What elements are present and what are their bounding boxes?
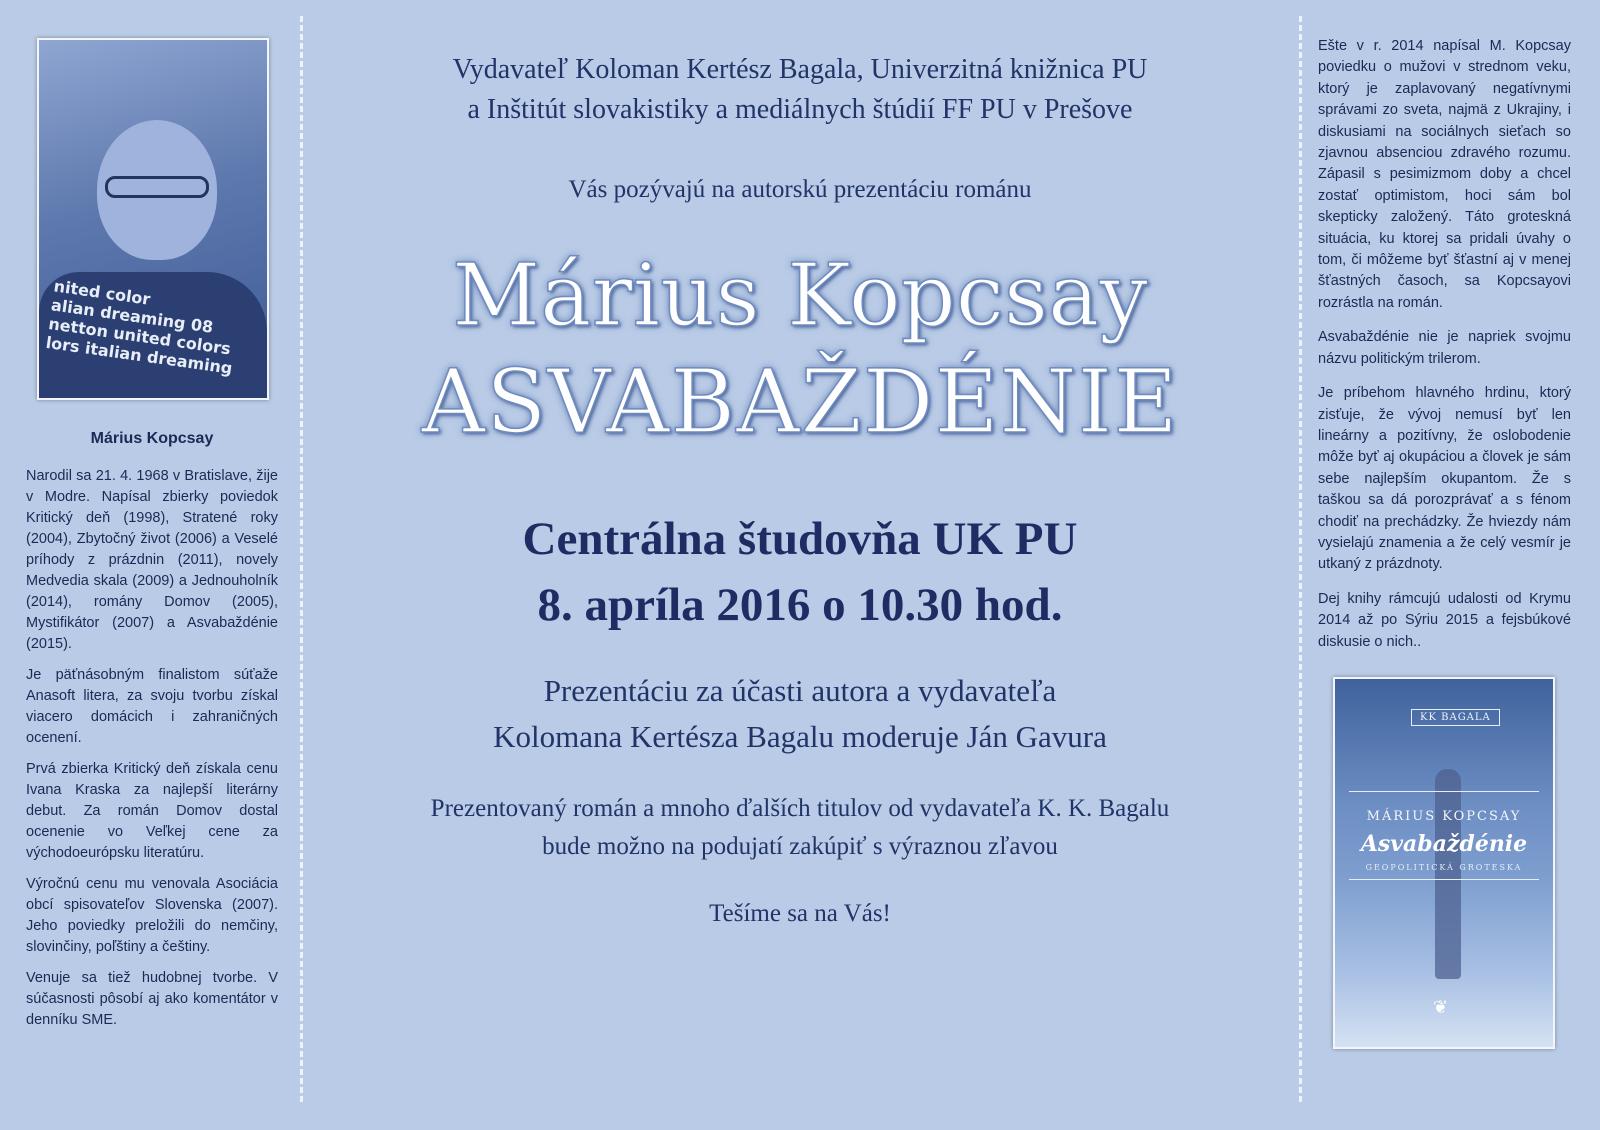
- book-description-paragraph: Je príbehom hlavného hrdinu, ktorý zisťuje, že vývoj nemusí byť len lineárny a pozitívny, že oslobodenie môže byť aj okupáciou a človek je sám sebe najlepším okupantom. Že s taškou sa dá porozprávať a s fénom chodiť na prechádzky. Že hviezdy nám vysielajú znamenia a že celý vesmír je utkaný z prázdnoty.: [1318, 385, 1571, 573]
- book-description-paragraph: Dej knihy rámcujú udalosti od Krymu 2014 až po Sýriu 2015 a fejsbúkové diskusie o nich..: [1318, 590, 1571, 650]
- center-column: [315, 50, 1285, 928]
- author-headline: Márius Kopcsay: [452, 246, 1148, 346]
- cover-rule: [1349, 879, 1539, 880]
- moderator-line: Kolomana Kertésza Bagalu moderuje Ján Gavura: [493, 719, 1107, 754]
- bio-paragraph: Narodil sa 21. 4. 1968 v Bratislave, žije v Modre. Napísal zbierky poviedok Kritický deň (1998), Stratené roky (2004), Zbytočný život (2006) a Veselé príhody z prázdnin (2011), novely Medvedia skala (2009) a Jednouholník (2014), romány Domov (2005), Mystifikátor (2007) a Asvabaždénie (2015).: [26, 468, 278, 652]
- event-venue: Centrálna študovňa UK PU: [522, 513, 1078, 565]
- author-photo-shirt-print: nited color alian dreaming 08 netton united colors lors italian dreaming: [44, 276, 234, 378]
- closing-greeting: Tešíme sa na Vás!: [709, 900, 891, 927]
- bio-paragraph: Prvá zbierka Kritický deň získala cenu Ivana Kraska za najlepší literárny debut. Za román Domov dostal ocenenie vo Veľkej cene za východoeurópsku literatúru.: [26, 761, 278, 861]
- sale-line: bude možno na podujatí zakúpiť s výraznou zľavou: [542, 833, 1058, 860]
- author-photo: [37, 38, 269, 400]
- publishers-line: a Inštitút slovakistiky a mediálnych štúdií FF PU v Prešove: [467, 94, 1133, 125]
- book-title-headline: ASVABAŽDÉNIE: [421, 350, 1179, 453]
- sale-line: Prezentovaný román a mnoho ďalších titulov od vydavateľa K. K. Bagalu: [430, 795, 1170, 822]
- right-column: [1318, 36, 1571, 1049]
- bio-paragraph: Venuje sa tiež hudobnej tvorbe. V súčasnosti pôsobí aj ako komentátor v denníku SME.: [26, 970, 278, 1028]
- author-bio: [26, 466, 278, 1031]
- cover-logo-icon: ❦: [1433, 996, 1449, 1018]
- right-dashed-divider: [1299, 16, 1302, 1102]
- author-name-caption: Márius Kopcsay: [90, 430, 214, 447]
- author-photo-glasses: [105, 176, 209, 198]
- publishers-line: Vydavateľ Koloman Kertész Bagala, Univerzitná knižnica PU: [452, 54, 1148, 85]
- cover-subtitle: GEOPOLITICKÁ GROTESKA: [1365, 862, 1523, 872]
- book-description-paragraph: Asvabaždénie nie je napriek svojmu názvu politickým trilerom.: [1318, 329, 1571, 367]
- book-cover-image: [1333, 677, 1555, 1049]
- bio-paragraph: Je päťnásobným finalistom súťaže Anasoft litera, za svoju tvorbu získal viacero domácich i zahraničných ocenení.: [26, 667, 278, 746]
- cover-figure: [1435, 769, 1461, 979]
- cover-publisher-label: KK BAGALA: [1411, 709, 1500, 726]
- invitation-text: Vás pozývajú na autorskú prezentáciu románu: [568, 176, 1032, 203]
- cover-author: MÁRIUS KOPCSAY: [1366, 808, 1522, 824]
- event-date: 8. apríla 2016 o 10.30 hod.: [537, 579, 1063, 631]
- moderator-line: Prezentáciu za účasti autora a vydavateľa: [543, 673, 1057, 708]
- book-description-paragraph: Ešte v r. 2014 napísal M. Kopcsay poviedku o mužovi v strednom veku, ktorý je zaplavovaný negatívnymi správami zo sveta, najmä z Ukrajiny, i diskusiami na sociálnych sieťach so zjavnou absenciou zdravého rozumu. Zápasil s pesimizmom doby a chcel zostať optimistom, hoci sám bol skepticky založený. Táto groteskná situácia, ku ktorej sa pridali úvahy o tom, či môžeme byť šťastní aj v menej šťastných časoch, sa Kopcsayovi rozrástla na román.: [1318, 38, 1571, 311]
- cover-title: Asvabaždénie: [1360, 830, 1528, 857]
- bio-paragraph: Výročnú cenu mu venovala Asociácia obcí spisovateľov Slovenska (2007). Jeho poviedky preložili do nemčiny, slovinčiny, poľštiny a češtiny.: [26, 876, 278, 955]
- cover-rule: [1349, 791, 1539, 792]
- left-column: [26, 38, 278, 1041]
- left-dashed-divider: [300, 16, 303, 1102]
